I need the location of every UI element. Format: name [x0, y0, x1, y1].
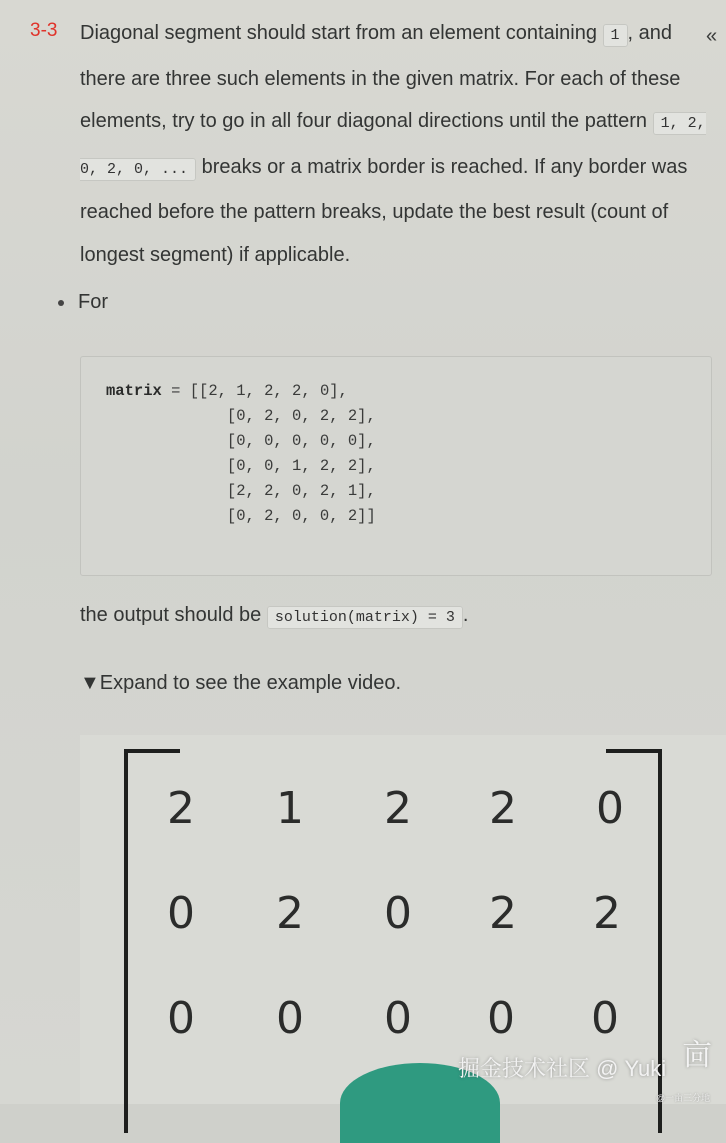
- video-cell: 0: [487, 993, 515, 1044]
- output-suffix: .: [462, 604, 469, 626]
- watermark-logo-icon: 㐭: [682, 1039, 712, 1072]
- video-cell: 0: [591, 993, 619, 1044]
- problem-description: [80, 12, 710, 276]
- para-text-2: , and there are three such elements in the given matrix. For each of these elements, try to go in all four diagonal directions until the pattern: [80, 22, 681, 132]
- bullet-for: [58, 291, 108, 314]
- code-var: matrix: [106, 382, 162, 400]
- video-cell: 2: [276, 888, 304, 939]
- video-cell: 2: [489, 783, 517, 834]
- collapse-chevron-icon[interactable]: «: [706, 25, 718, 47]
- matrix-code: matrix = [[2, 1, 2, 2, 0], [0, 2, 0, 2, 2], [0, 0, 0, 0, 0], [0, 0, 1, 2, 2], [2, 2, 0, 2, 1], [0, 2, 0, 0, 2]]: [106, 382, 376, 525]
- problem-label: 3-3: [30, 20, 58, 41]
- video-cell: 0: [167, 993, 195, 1044]
- output-prefix: the output should be: [80, 604, 267, 626]
- bullet-dot-icon: [58, 300, 64, 306]
- output-code: solution(matrix) = 3: [267, 606, 463, 629]
- code-row-2: [0, 2, 0, 2, 2],: [226, 407, 376, 425]
- video-cell: 0: [276, 993, 304, 1044]
- bullet-text: For: [78, 291, 108, 313]
- matrix-code-block: [80, 356, 712, 576]
- video-cell: 0: [384, 993, 412, 1044]
- video-cell: 0: [167, 888, 195, 939]
- example-video[interactable]: [80, 735, 726, 1104]
- inline-code-one: 1: [603, 24, 628, 47]
- code-row-1: [[2, 1, 2, 2, 0],: [189, 382, 348, 400]
- expand-video-toggle[interactable]: ▼Expand to see the example video.: [80, 672, 402, 694]
- video-cell: 1: [276, 783, 304, 834]
- para-text-3: breaks or a matrix border is reached. If any border was reached before the pattern breaks, update the best result (count of longest segment) if applicable.: [80, 155, 688, 266]
- watermark-text: 掘金技术社区 @ Yuki: [458, 1056, 667, 1081]
- code-row-4: [0, 0, 1, 2, 2],: [226, 457, 376, 475]
- output-line: [80, 604, 468, 627]
- video-cell: 0: [596, 783, 624, 834]
- video-cell: 2: [167, 783, 195, 834]
- video-cell: 2: [593, 888, 621, 939]
- code-row-5: [2, 2, 0, 2, 1],: [226, 482, 376, 500]
- video-cell: 0: [384, 888, 412, 939]
- watermark-subtext: @一亩三分地: [656, 1093, 711, 1103]
- code-row-3: [0, 0, 0, 0, 0],: [226, 432, 376, 450]
- code-row-6: [0, 2, 0, 0, 2]]: [226, 507, 376, 525]
- para-text-1: Diagonal segment should start from an element containing: [80, 22, 603, 44]
- inline-code-pattern: 1, 2, 0, 2, 0, ...: [80, 112, 706, 181]
- video-cell: 2: [489, 888, 517, 939]
- video-cell: 2: [384, 783, 412, 834]
